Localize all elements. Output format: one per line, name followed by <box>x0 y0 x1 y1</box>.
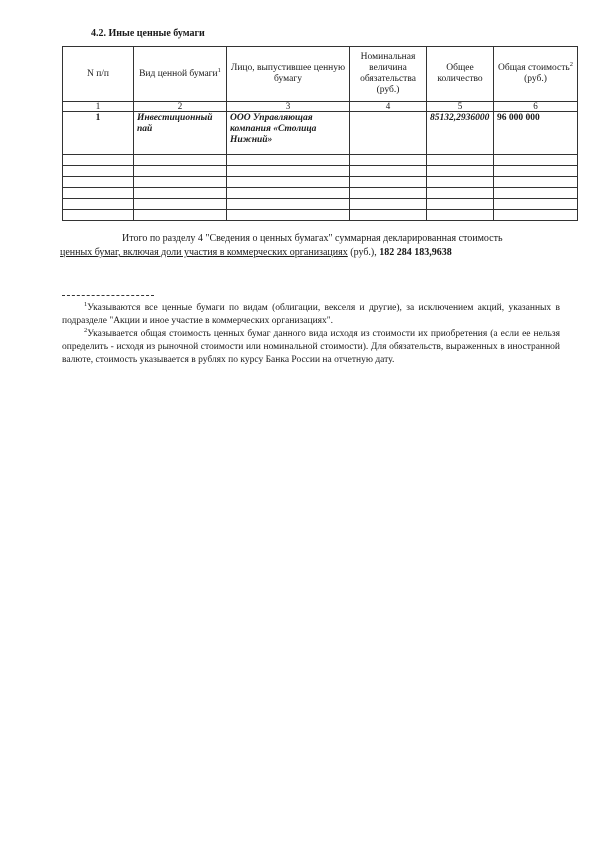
empty-row <box>63 155 578 166</box>
total-line-1: Итого по разделу 4 "Сведения о ценных бумагах" суммарная декларированная стоимость <box>122 233 503 244</box>
table-header-row <box>63 47 578 102</box>
section-title: 4.2. Иные ценные бумаги <box>91 28 205 39</box>
header-quantity: Общее количество <box>427 47 494 102</box>
header-number: N п/п <box>63 47 134 102</box>
column-number: 4 <box>350 102 427 112</box>
table-row <box>63 112 578 155</box>
securities-table <box>62 46 578 221</box>
footnote-text: Указывается общая стоимость ценных бумаг данного вида исходя из стоимости их приобретения (а если ее нельзя определить - исходя из рыночной стоимости или номинальной стоимости). Для обязательств, выраженных в иностранной валюте, стоимость указывается в рублях по курсу Банка России на отчетную дату. <box>62 329 560 365</box>
empty-row <box>63 188 578 199</box>
nominal-cell <box>350 112 427 155</box>
footnote-ref-1: 1 <box>217 66 221 74</box>
column-number-row <box>63 102 578 112</box>
issuer-cell: ООО Управляющая компания «Столица Нижний» <box>227 112 350 155</box>
footnote-2 <box>62 328 560 367</box>
column-number: 1 <box>63 102 134 112</box>
footnotes <box>62 302 560 367</box>
total-label-underlined: ценных бумаг, включая доли участия в коммерческих организациях <box>60 247 348 258</box>
header-nominal: Номинальная величина обязательства (руб.) <box>350 47 427 102</box>
total-value-cell: 96 000 000 <box>494 112 578 155</box>
column-number: 6 <box>494 102 578 112</box>
section-total <box>60 232 560 260</box>
row-number: 1 <box>63 112 134 155</box>
header-issuer: Лицо, выпустившее ценную бумагу <box>227 47 350 102</box>
column-number: 3 <box>227 102 350 112</box>
column-number: 2 <box>134 102 227 112</box>
total-value: 182 284 183,9638 <box>379 247 452 258</box>
footnote-mark: 2 <box>84 326 88 334</box>
total-line-2 <box>60 246 560 260</box>
empty-row <box>63 177 578 188</box>
empty-row <box>63 210 578 221</box>
empty-row <box>63 199 578 210</box>
header-total-value: Общая стоимость$^2$ (руб.) <box>494 47 578 102</box>
footnote-1 <box>62 302 560 328</box>
empty-row <box>63 166 578 177</box>
footnote-text: Указываются все ценные бумаги по видам (облигации, векселя и другие), за исключением акций, указанных в подразделе "Акции и иное участие в коммерческих организациях". <box>62 303 560 326</box>
column-number: 5 <box>427 102 494 112</box>
header-security-type: Вид ценной бумаги$^1$ <box>134 47 227 102</box>
footnote-mark: 1 <box>84 300 88 308</box>
footnote-separator <box>62 295 154 296</box>
footnote-ref-2: 2 <box>569 60 573 68</box>
quantity-cell: 85132,2936000 <box>427 112 494 155</box>
security-type-cell: Инвестиционный пай <box>134 112 227 155</box>
total-label-suffix: (руб.), <box>347 247 380 258</box>
